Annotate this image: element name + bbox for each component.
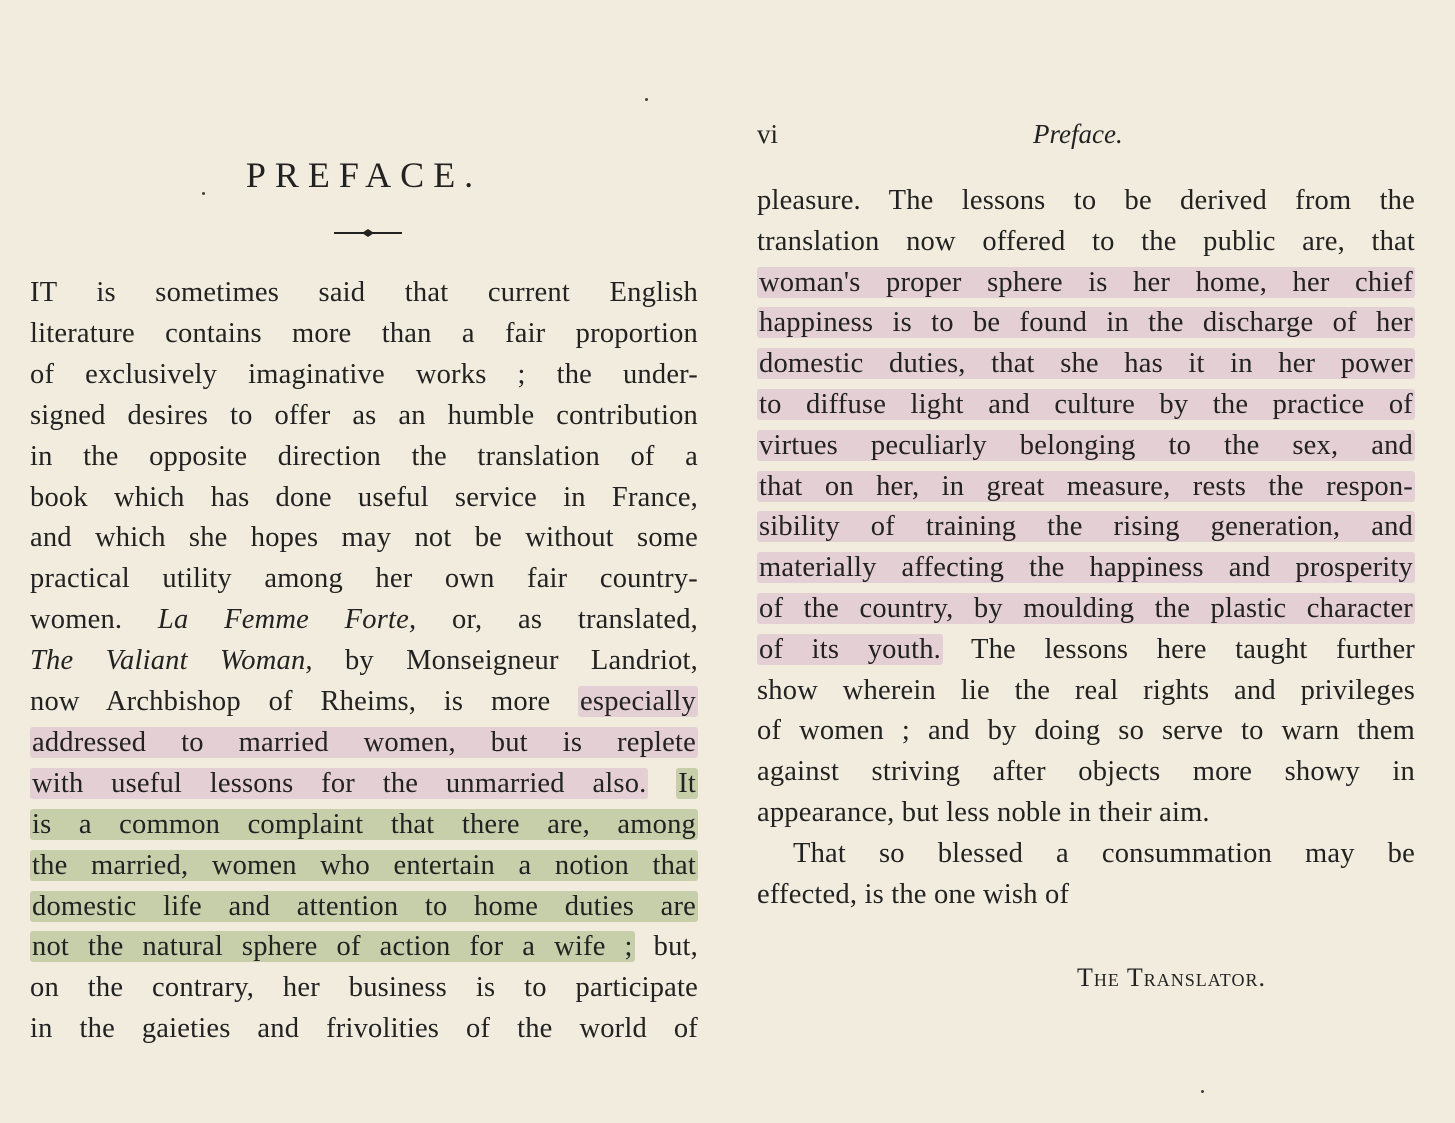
title-ornament — [332, 226, 404, 240]
text-segment: now Archbishop of Rheims, is more — [30, 686, 579, 717]
highlighted-text: materially affecting the happiness and prosperity — [759, 552, 1413, 584]
text-segment: in the opposite direction the translation of a — [30, 440, 698, 472]
text-line — [30, 1010, 698, 1048]
highlighted-text: of its youth. — [759, 633, 941, 665]
text-line — [30, 438, 698, 476]
text-line — [757, 672, 1415, 710]
text-segment: effected, is the one wish of — [757, 878, 1070, 910]
text-line — [757, 223, 1415, 261]
running-head: Preface. — [1033, 119, 1123, 149]
text-segment: of women ; and by doing so serve to warn them — [757, 715, 1415, 747]
text-segment: That so blessed a consummation may be — [793, 837, 1415, 869]
text-line — [757, 182, 1415, 220]
text-line — [757, 631, 1415, 669]
text-line — [30, 888, 698, 926]
text-segment — [648, 768, 676, 799]
paper-speck — [202, 192, 205, 195]
text-line — [757, 304, 1415, 342]
text-line — [757, 549, 1415, 587]
text-line — [30, 397, 698, 435]
text-segment: literature contains more than a fair proportion — [30, 317, 698, 349]
highlighted-text: especially — [580, 686, 696, 717]
text-segment: on the contrary, her business is to participate — [30, 972, 698, 1004]
text-line — [30, 928, 698, 966]
text-segment: show wherein lie the real rights and privileges — [757, 674, 1415, 706]
text-line — [30, 519, 698, 557]
paper-speck — [1201, 1090, 1204, 1093]
paper-speck — [645, 98, 648, 101]
highlighted-text: sibility of training the rising generation, and — [759, 511, 1413, 543]
text-line — [757, 794, 1415, 832]
highlighted-text: domestic life and attention to home duties are — [32, 890, 696, 922]
text-line — [757, 427, 1415, 465]
text-segment: against striving after objects more showy in — [757, 756, 1415, 788]
highlighted-text: is a common complaint that there are, among — [32, 808, 696, 840]
text-line — [757, 712, 1415, 750]
text-segment: La Femme Forte, — [157, 604, 417, 636]
highlighted-text: not the natural sphere of action for a wife ; — [32, 931, 633, 963]
text-line — [30, 560, 698, 598]
text-line — [30, 683, 698, 721]
text-line — [757, 835, 1415, 873]
highlighted-text: with useful lessons for the unmarried also. — [32, 767, 647, 799]
text-segment: appearance, but less noble in their aim. — [757, 797, 1210, 828]
text-line — [30, 479, 698, 517]
text-line — [30, 356, 698, 394]
text-segment: practical utility among her own fair country- — [30, 563, 698, 595]
text-line — [30, 847, 698, 885]
highlighted-text: It — [678, 767, 696, 799]
text-line — [757, 508, 1415, 546]
text-line — [757, 386, 1415, 424]
text-segment: in the gaieties and frivolities of the world of — [30, 1013, 698, 1045]
signature: The Translator. — [1077, 963, 1266, 992]
text-line — [30, 806, 698, 844]
text-line — [757, 345, 1415, 383]
text-segment: The Valiant Woman, — [30, 645, 313, 677]
page-number: vi — [757, 119, 779, 149]
text-line — [757, 876, 1415, 914]
text-line — [30, 601, 698, 639]
highlighted-text: the married, women who entertain a notion that — [32, 849, 696, 881]
highlighted-text: of the country, by moulding the plastic character — [759, 593, 1413, 624]
highlighted-text: addressed to married women, but is replete — [32, 726, 696, 758]
text-line — [30, 274, 698, 312]
page-title: PREFACE. — [245, 155, 483, 195]
text-segment: or, as translated, — [416, 604, 698, 636]
text-segment: IT is sometimes said that current English — [30, 277, 698, 308]
highlighted-text: domestic duties, that she has it in her power — [759, 348, 1413, 380]
text-segment: and which she hopes may not be without some — [30, 522, 698, 554]
text-segment: women. — [30, 604, 158, 636]
text-segment: by Monseigneur Landriot, — [312, 645, 698, 677]
text-line — [30, 724, 698, 762]
text-line — [30, 969, 698, 1007]
highlighted-text: that on her, in great measure, rests the respon- — [759, 470, 1413, 502]
highlighted-text: woman's proper sphere is her home, her chief — [759, 266, 1413, 298]
text-line — [30, 642, 698, 680]
text-segment: The lessons here taught further — [942, 633, 1415, 665]
text-segment: translation now offered to the public are, that — [757, 225, 1415, 257]
highlighted-text: happiness is to be found in the discharge of her — [759, 307, 1413, 339]
text-segment: but, — [634, 931, 699, 963]
text-line — [757, 264, 1415, 302]
highlighted-text: to diffuse light and culture by the practice of — [759, 389, 1413, 420]
text-line — [757, 753, 1415, 791]
text-segment: signed desires to offer as an humble contribution — [30, 399, 698, 431]
text-line — [757, 468, 1415, 506]
highlighted-text: virtues peculiarly belonging to the sex, and — [759, 429, 1413, 461]
text-segment: of exclusively imaginative works ; the under- — [30, 358, 698, 390]
text-line — [757, 590, 1415, 628]
text-line — [30, 315, 698, 353]
text-segment: pleasure. The lessons to be derived from the — [757, 185, 1415, 216]
text-line — [30, 765, 698, 803]
text-segment: book which has done useful service in France, — [30, 481, 698, 513]
